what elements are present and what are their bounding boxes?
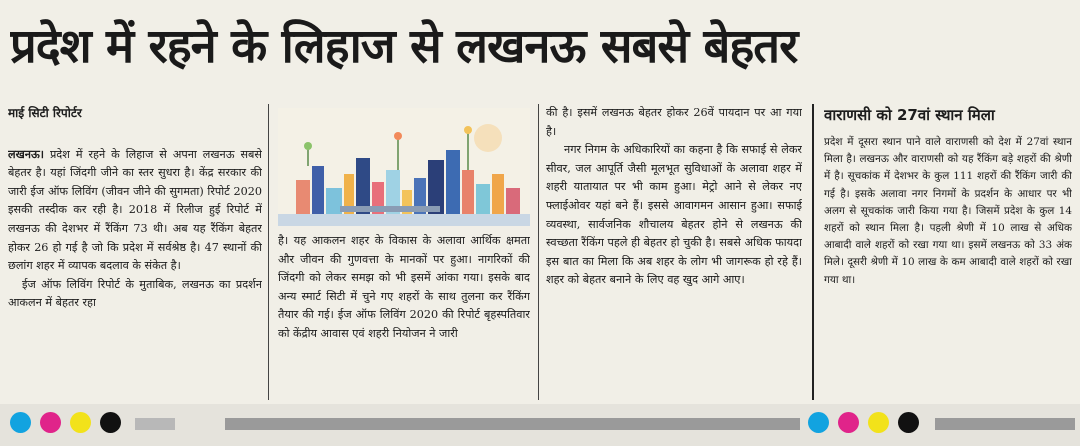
article-paragraph: ईज ऑफ लिविंग रिपोर्ट के मुताबिक, लखनऊ का प्रदर्शन आकलन में बेहतर रहा — [8, 277, 262, 310]
column-1 — [8, 104, 262, 404]
black-registration-mark — [898, 412, 919, 433]
column-divider — [268, 104, 269, 400]
sidebar-box — [824, 104, 1072, 404]
cyan-registration-mark — [808, 412, 829, 433]
magenta-registration-mark — [838, 412, 859, 433]
article-paragraph — [8, 145, 262, 276]
cyan-registration-mark — [10, 412, 31, 433]
article-paragraph: नगर निगम के अधिकारियों का कहना है कि सफाई से लेकर सीवर, जल आपूर्ति जैसी मूलभूत सुविधाओं के अलावा शहर में शहरी यातायात पर भी काम हुआ। मेट्रो आने से लेकर नए फ्लाईओवर यहां बने हैं। इससे आवागमन आसान हुआ। सफाई व्यवस्था, सार्वजनिक शौचालय बेहतर होने से लखनऊ की स्वच्छता रैंकिंग पहले ही बेहतर हो चुकी है। सबसे अधिक फायदा इस बात का मिला कि अब शहर के लोग भी जागरूक हो रहे हैं। शहर को बेहतर बनाने के लिए वह खुद आगे आए। — [546, 143, 802, 287]
sidebar-title: वाराणसी को 27वां स्थान मिला — [824, 106, 995, 124]
column-divider — [538, 104, 539, 400]
grey-registration-bar — [135, 418, 175, 430]
yellow-registration-mark — [70, 412, 91, 433]
article-paragraph: की है। इसमें लखनऊ बेहतर होकर 26वें पायदान पर आ गया है। — [546, 106, 802, 138]
skyline-icon — [278, 108, 530, 226]
sidebar-divider — [812, 104, 814, 400]
city-skyline-illustration — [278, 108, 530, 226]
black-registration-mark — [100, 412, 121, 433]
headline: प्रदेश में रहने के लिहाज से लखनऊ सबसे बेहतर — [10, 19, 798, 74]
yellow-registration-mark — [868, 412, 889, 433]
paragraph-text: प्रदेश में रहने के लिहाज से अपना लखनऊ सबसे बेहतर है। यहां जिंदगी जीने का स्तर सुधरा है। केंद्र सरकार की जारी ईज ऑफ लिविंग (जीवन जीने की सुगमता) रिपोर्ट 2020 इसकी तस्दीक कर रही है। 2018 में रिलीज हुई रिपोर्ट में लखनऊ की देशभर में रैंकिंग 73 थी। अब यह रैंकिंग बेहतर होकर 26 हो गई है जो कि प्रदेश में सर्वश्रेष्ठ है। 47 स्थानों की छलांग शहर में व्यापक बदलाव के संकेत है। — [8, 147, 262, 273]
column-3 — [546, 104, 802, 404]
grey-registration-bar — [935, 418, 1075, 430]
article-paragraph: है। यह आकलन शहर के विकास के अलावा आर्थिक क्षमता और जीवन की गुणवत्ता के मानकों पर हुआ। नागरिकों की जिंदगी को लेकर समझ को भी इसमें आंका गया। इसके बाद अन्य स्मार्ट सिटी में चुने गए शहरों के साथ तुलना कर रैंकिंग तैयार की गई। ईज ऑफ लिविंग 2020 की रिपोर्ट बृहस्पतिवार को केंद्रीय आवास एवं शहरी नियोजन ने जारी — [278, 234, 530, 340]
dateline: लखनऊ। — [8, 146, 44, 161]
byline: माई सिटी रिपोर्टर — [8, 106, 82, 120]
grey-registration-bar — [225, 418, 800, 430]
column-2 — [278, 232, 530, 402]
magenta-registration-mark — [40, 412, 61, 433]
sidebar-paragraph: प्रदेश में दूसरा स्थान पाने वाले वाराणसी को देश में 27वां स्थान मिला है। लखनऊ और वाराणसी को यह रैंकिंग बड़े शहरों की श्रेणी में है। सूचकांक में देशभर के कुल 111 शहरों की रैंकिंग जारी की गई है। इसके अलावा नगर निगमों के प्रदर्शन के आधार पर भी अलग से सूचकांक जारी किया गया है। जिसमें प्रदेश के कुल 14 शहरों को स्थान मिला है। पहली श्रेणी में 10 लाख से अधिक आबादी वाले शहरों को रखा गया था। इसमें लखनऊ को 33 अंक मिले। दूसरी श्रेणी में 10 लाख के कम आबादी वाले शहरों को रखा गया था। — [824, 136, 1072, 286]
